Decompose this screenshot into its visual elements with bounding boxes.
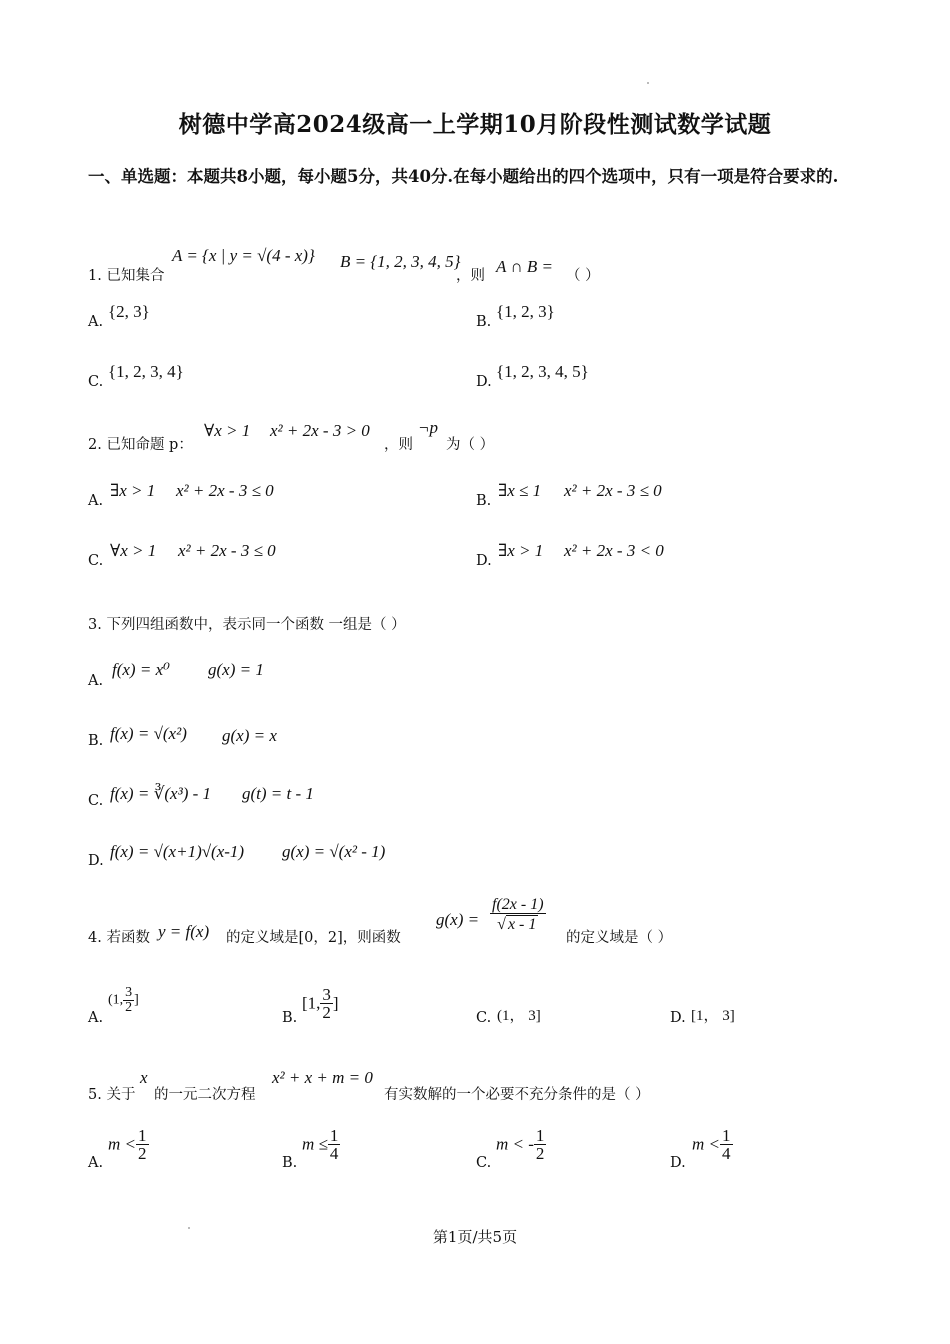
q4-option-c-label: C.	[476, 1010, 492, 1026]
q4-g-numerator: f(2x - 1)	[492, 896, 544, 913]
q1-option-b: {1, 2, 3}	[496, 302, 555, 321]
q1-option-c: {1, 2, 3, 4}	[108, 362, 184, 381]
q5-option-d-label: D.	[670, 1155, 686, 1171]
q5-stem: 5. 关于	[88, 1087, 136, 1103]
q2-option-d-expression: x² + 2x - 3 < 0	[564, 541, 664, 560]
q5-option-b-label: B.	[282, 1155, 298, 1171]
q5-option-c-label: C.	[476, 1155, 492, 1171]
section-heading: 一、单选题：本题共8小题，每小题5分，共40分.在每小题给出的四个选项中，只有一项是符合要求的.	[88, 167, 839, 186]
q5-mid: 的一元二次方程	[154, 1087, 256, 1103]
q1-expression: A ∩ B =	[496, 257, 553, 276]
q2-option-a-quantifier: ∃x > 1	[110, 481, 156, 500]
q4-stem: 4. 若函数	[88, 930, 150, 946]
q4-option-b: [1, $\frac{3}{2}$ ]	[302, 985, 339, 1022]
q2-negation: ¬p	[418, 418, 438, 437]
q2-option-b-expression: x² + 2x - 3 ≤ 0	[564, 481, 662, 500]
q5-option-b: m ≤ $\frac{1}{4}$	[302, 1126, 339, 1163]
q2-condition-quantifier: ∀x > 1	[204, 421, 251, 440]
q3-option-c-f: f(x) = ∛(x³) - 1	[110, 784, 212, 803]
q1-option-d: {1, 2, 3, 4, 5}	[496, 362, 589, 381]
q4-g-fraction: $\frac{f(2x - 1)}{√ x - 1}$	[492, 896, 544, 933]
q3-option-c-g: g(t) = t - 1	[242, 784, 314, 803]
q3-stem: 3. 下列四组函数中，表示同一个函数 一组是（ ）	[88, 617, 406, 633]
q4-tail: 的定义域是（ ）	[566, 930, 673, 946]
q4-function: y = f(x)	[158, 922, 210, 941]
q3-option-a-label: A.	[88, 673, 104, 689]
q4-option-c: (1， 3]	[497, 1008, 541, 1024]
q2-option-d-label: D.	[476, 553, 492, 569]
q3-option-b-label: B.	[88, 733, 104, 749]
q1-paren: （ ）	[566, 268, 600, 284]
q5-tail: 有实数解的一个必要不充分条件的是（ ）	[384, 1087, 650, 1103]
q3-option-a-g: g(x) = 1	[208, 660, 264, 679]
q5-equation: x² + x + m = 0	[272, 1068, 373, 1087]
q4-option-d-label: D.	[670, 1010, 686, 1026]
q1-stem: 1. 已知集合	[88, 268, 165, 284]
q5-option-a-label: A.	[88, 1155, 104, 1171]
q3-option-d-label: D.	[88, 853, 104, 869]
q2-option-b-quantifier: ∃x ≤ 1	[498, 481, 542, 500]
q4-option-d: [1， 3]	[691, 1008, 735, 1024]
q1-option-d-label: D.	[476, 374, 492, 390]
q1-option-c-label: C.	[88, 374, 104, 390]
page-footer: 第1页/共5页	[432, 1228, 518, 1246]
q4-mid: 的定义域是[0，2]，则函数	[226, 930, 401, 946]
q1-option-a-label: A.	[88, 314, 104, 330]
q5-option-d: m < $\frac{1}{4}$	[692, 1126, 731, 1163]
q2-option-a-expression: x² + 2x - 3 ≤ 0	[176, 481, 274, 500]
q5-option-c: m < - $\frac{1}{2}$	[496, 1126, 545, 1163]
q1-tail: ，则	[456, 268, 485, 284]
q1-option-a: {2, 3}	[108, 302, 150, 321]
q4-option-b-label: B.	[282, 1010, 298, 1026]
q3-option-a-f: f(x) = x⁰	[112, 660, 170, 679]
scan-speck	[647, 82, 649, 84]
q3-option-d-f: f(x) = √(x+1)√(x-1)	[110, 842, 245, 861]
q1-option-b-label: B.	[476, 314, 492, 330]
q1-set-b: B = {1, 2, 3, 4, 5}	[340, 252, 461, 271]
q1-set-a: A = {x | y = √(4 - x)}	[172, 246, 315, 265]
scan-speck	[188, 1227, 190, 1229]
q2-tail: 为（ ）	[446, 437, 495, 453]
q2-option-a-label: A.	[88, 493, 104, 509]
q2-option-c-quantifier: ∀x > 1	[110, 541, 157, 560]
q2-option-c-label: C.	[88, 553, 104, 569]
q2-condition-expression: x² + 2x - 3 > 0	[270, 421, 370, 440]
q3-option-d-g: g(x) = √(x² - 1)	[282, 842, 386, 861]
page-title: 树德中学高2024级高一上学期10月阶段性测试数学试题	[178, 111, 772, 138]
q4-option-a-label: A.	[88, 1010, 104, 1026]
q3-option-b-g: g(x) = x	[222, 726, 277, 745]
q5-option-a: m < $\frac{1}{2}$	[108, 1126, 147, 1163]
q3-option-b-f: f(x) = √(x²)	[110, 724, 187, 743]
q2-option-c-expression: x² + 2x - 3 ≤ 0	[178, 541, 276, 560]
q3-option-c-label: C.	[88, 793, 104, 809]
q2-mid: ，则	[384, 437, 413, 453]
q2-stem: 2. 已知命题 p：	[88, 437, 193, 453]
q4-option-a: (1, $\frac{3}{2}$ ]	[108, 985, 139, 1015]
q5-variable: x	[140, 1068, 148, 1087]
q4-g-denominator: x - 1	[507, 916, 537, 933]
q4-g-name: g(x) =	[436, 910, 480, 929]
q2-option-b-label: B.	[476, 493, 492, 509]
q2-option-d-quantifier: ∃x > 1	[498, 541, 544, 560]
